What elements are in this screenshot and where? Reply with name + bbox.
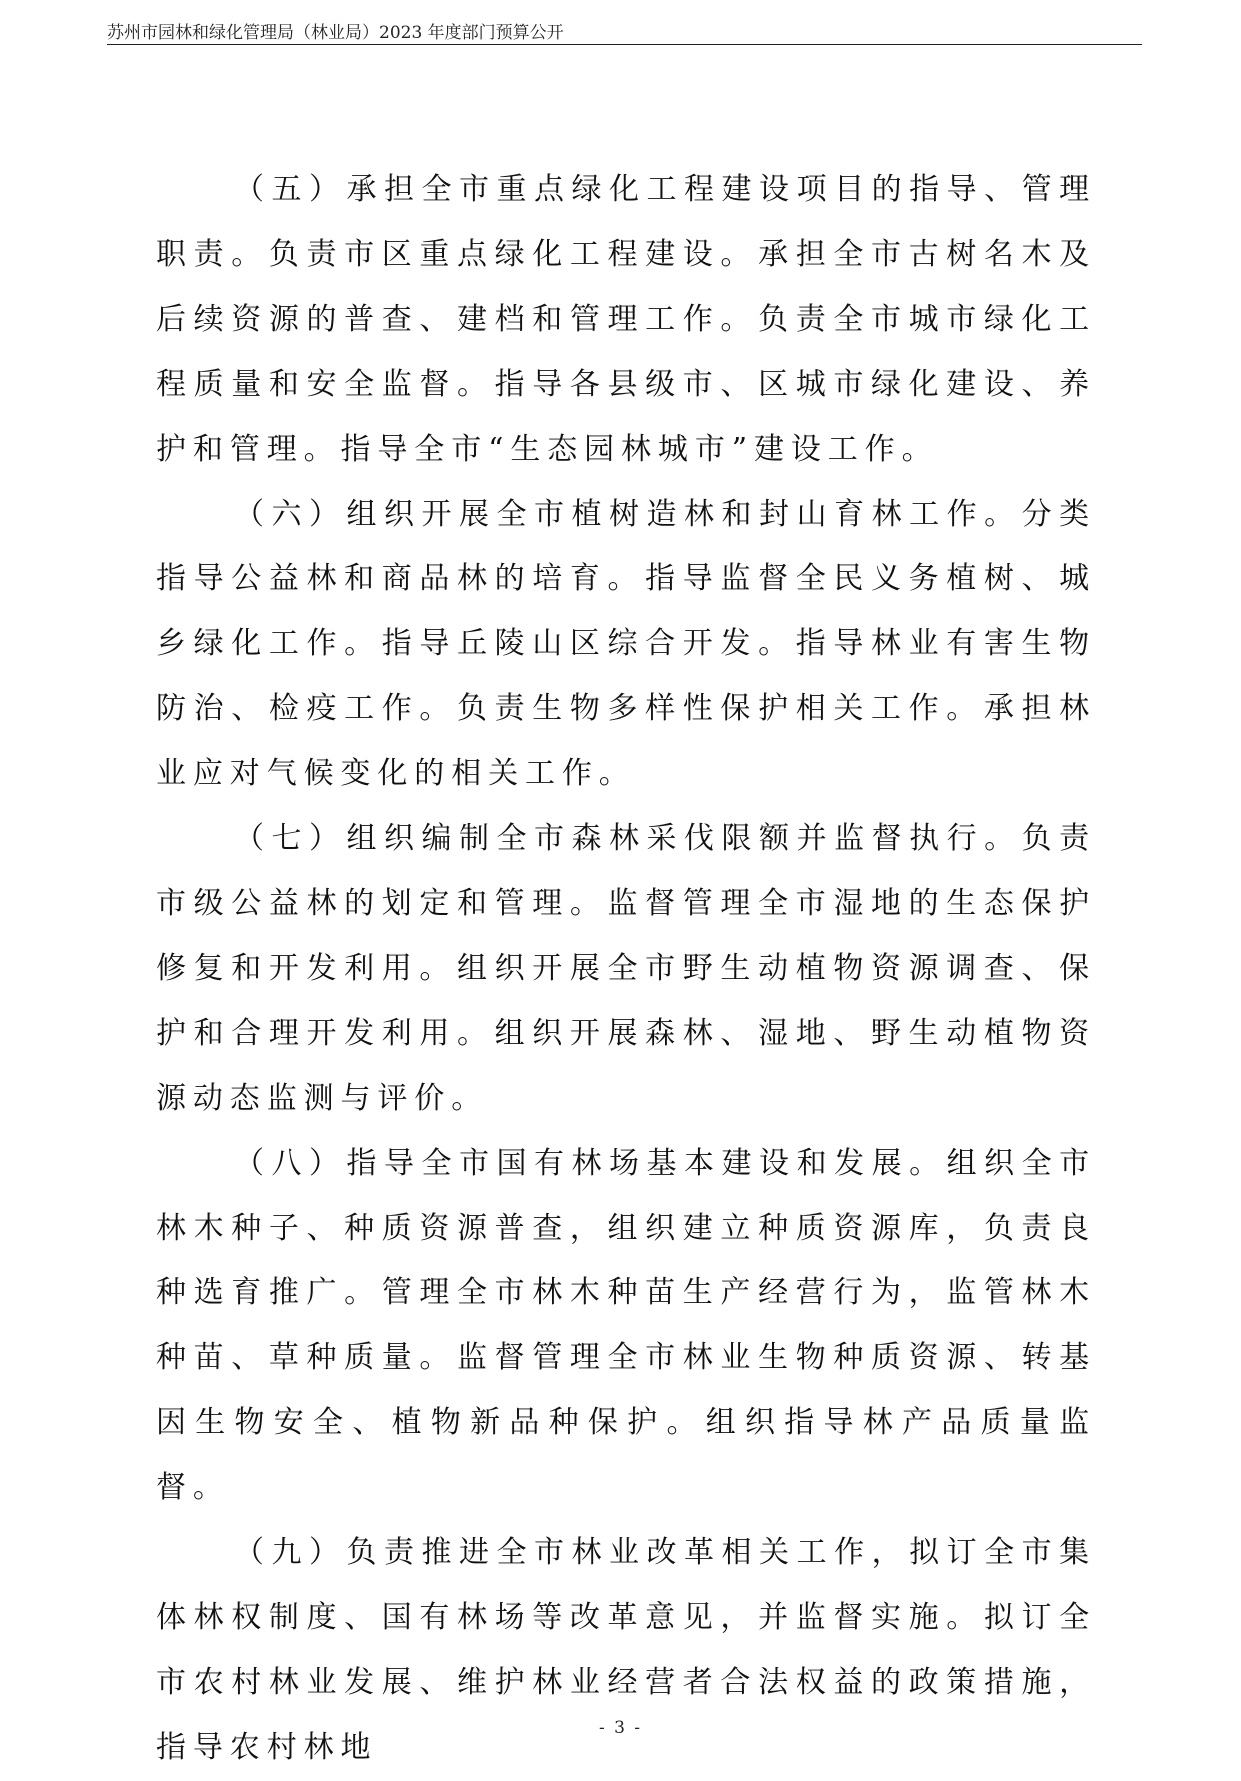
document-body [156, 158, 1096, 1781]
paragraph-6: （六）组织开展全市植树造林和封山育林工作。分类指导公益林和商品林的培育。指导监督全民义务植树、城乡绿化工作。指导丘陵山区综合开发。指导林业有害生物防治、检疫工作。负责生物多样性保护相关工作。承担林业应对气候变化的相关工作。 [156, 496, 1096, 792]
paragraph-9: （九）负责推进全市林业改革相关工作，拟订全市集体林权制度、国有林场等改革意见，并监督实施。拟订全市农村林业发展、维护林业经营者合法权益的政策措施，指导农村林地 [156, 1535, 1096, 1765]
page-header [107, 12, 1142, 45]
paragraph-7: （七）组织编制全市森林采伐限额并监督执行。负责市级公益林的划定和管理。监督管理全市湿地的生态保护修复和开发利用。组织开展全市野生动植物资源调查、保护和合理开发利用。组织开展森林、湿地、野生动植物资源动态监测与评价。 [156, 821, 1096, 1116]
header-title: 苏州市园林和绿化管理局（林业局）2023 年度部门预算公开 [107, 23, 564, 43]
paragraph-5: （五）承担全市重点绿化工程建设项目的指导、管理职责。负责市区重点绿化工程建设。承担全市古树名木及后续资源的普查、建档和管理工作。负责全市城市绿化工程质量和安全监督。指导各县级市、区城市绿化建设、养护和管理。指导全市“生态园林城市”建设工作。 [156, 172, 1096, 467]
page-number: - 3 - [598, 1718, 643, 1738]
paragraph-8: （八）指导全市国有林场基本建设和发展。组织全市林木种子、种质资源普查，组织建立种质资源库，负责良种选育推广。管理全市林木种苗生产经营行为，监管林木种苗、草种质量。监督管理全市林业生物种质资源、转基因生物安全、植物新品种保护。组织指导林产品质量监督。 [156, 1145, 1096, 1506]
